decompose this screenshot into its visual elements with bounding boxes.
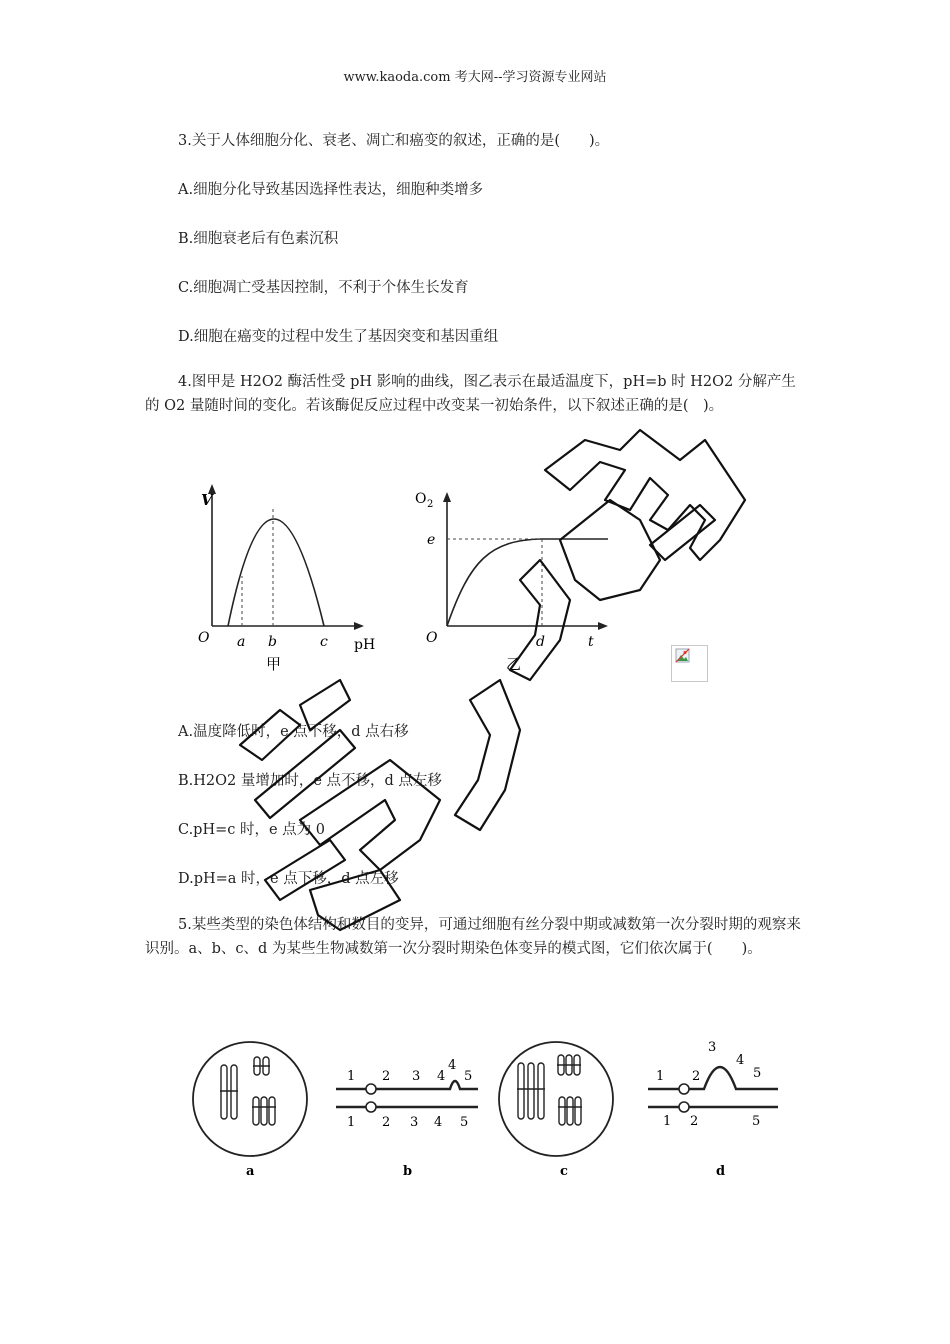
- page-header: www.kaoda.com 考大网--学习资源专业网站: [343, 70, 607, 85]
- yi-xlabel: t: [588, 634, 594, 650]
- jia-ylabel: V: [201, 491, 213, 509]
- q5-stem: 5.某些类型的染色体结构和数目的变异，可通过细胞有丝分裂中期或减数第一次分裂时期的观察来识别。a、b、c、d 为某些生物减数第一次分裂时期染色体变异的模式图，它们依次属于( )。: [145, 917, 801, 957]
- b-bottom-4: 4: [434, 1115, 443, 1130]
- d-top-4: 4: [736, 1053, 745, 1068]
- b-bottom-2: 2: [382, 1115, 391, 1130]
- q4-option-c: C.pH=c 时，e 点为 0: [178, 822, 326, 838]
- yi-origin: O: [426, 630, 438, 646]
- b-top-3: 3: [412, 1069, 421, 1084]
- d-top-5: 5: [753, 1066, 762, 1081]
- panel-d: [648, 1040, 778, 1179]
- jia-tick-b: b: [268, 634, 277, 650]
- q3-option-b: B.细胞衰老后有色素沉积: [178, 231, 339, 247]
- d-bottom-2: 2: [690, 1114, 699, 1129]
- yi-ylabel: O: [415, 491, 427, 507]
- jia-tick-c: c: [320, 634, 328, 650]
- q3-option-d: D.细胞在癌变的过程中发生了基因突变和基因重组: [178, 329, 499, 345]
- d-bottom-5: 5: [752, 1114, 761, 1129]
- panel-a: [193, 1042, 307, 1179]
- q4-stem: 4.图甲是 H2O2 酶活性受 pH 影响的曲线，图乙表示在最适温度下，pH=b 时 H2O2 分解产生的 O2 量随时间的变化。若该酶促反应过程中改变某一初始条件，以下叙述正确的是( )。: [145, 374, 796, 414]
- yi-level-e: e: [427, 532, 436, 548]
- q3-option-a: A.细胞分化导致基因选择性表达，细胞种类增多: [178, 182, 484, 198]
- panel-c: [499, 1042, 613, 1179]
- label-b: b: [403, 1164, 413, 1179]
- b-top-5: 5: [464, 1069, 473, 1084]
- b-top-4: 4: [437, 1069, 446, 1084]
- panel-b: [336, 1058, 478, 1179]
- jia-origin: O: [198, 630, 210, 646]
- label-c: c: [560, 1164, 568, 1179]
- d-top-2: 2: [692, 1069, 701, 1084]
- label-a: a: [246, 1164, 255, 1179]
- graph-yi: [415, 491, 608, 673]
- q3-stem: 3.关于人体细胞分化、衰老、凋亡和癌变的叙述，正确的是( )。: [178, 133, 610, 149]
- q4-option-b: B.H2O2 量增加时，e 点不移，d 点左移: [178, 773, 442, 789]
- yi-ylabel-sub: 2: [427, 499, 434, 510]
- d-bottom-1: 1: [663, 1114, 672, 1129]
- jia-tick-a: a: [237, 634, 246, 650]
- yi-tick-d: d: [536, 634, 545, 650]
- b-top-4-dup: 4: [448, 1058, 457, 1073]
- q4-option-a: A.温度降低时，e 点不移，d 点右移: [178, 724, 409, 740]
- q5-figure: [188, 1025, 788, 1185]
- jia-xlabel: pH: [354, 637, 376, 653]
- b-bottom-5: 5: [460, 1115, 469, 1130]
- graph-jia: [198, 484, 375, 673]
- d-top-3: 3: [708, 1040, 717, 1055]
- d-top-1: 1: [656, 1069, 665, 1084]
- b-top-2: 2: [382, 1069, 391, 1084]
- b-bottom-3: 3: [410, 1115, 419, 1130]
- q4-figure: [190, 480, 620, 680]
- q3-option-c: C.细胞凋亡受基因控制，不利于个体生长发育: [178, 280, 469, 296]
- b-top-1: 1: [347, 1069, 356, 1084]
- yi-caption: 乙: [506, 655, 522, 673]
- q4-option-d: D.pH=a 时，e 点下移，d 点左移: [178, 871, 399, 887]
- b-bottom-1: 1: [347, 1115, 356, 1130]
- label-d: d: [716, 1164, 726, 1179]
- jia-caption: 甲: [266, 655, 282, 673]
- broken-image-icon: [671, 645, 708, 682]
